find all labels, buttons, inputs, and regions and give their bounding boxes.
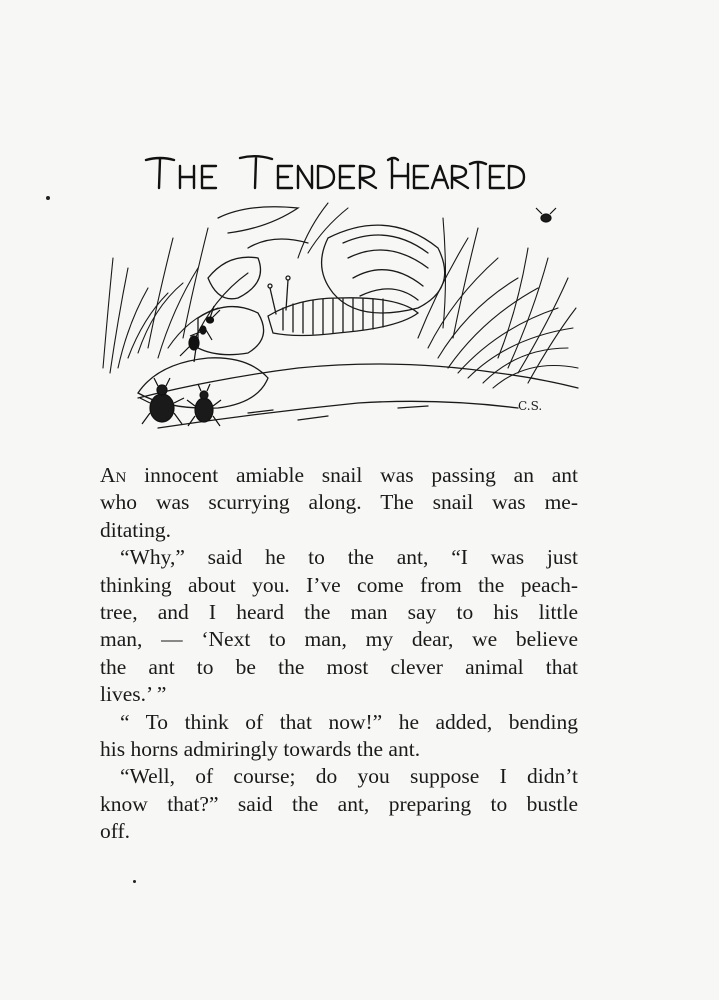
- ink-speck: [46, 196, 50, 200]
- snail-ant-illustration: [98, 198, 580, 443]
- illustration-drawing: [98, 198, 580, 443]
- text-line: [100, 462, 578, 489]
- page-title: [140, 150, 550, 192]
- text-line: “Well, of course; do you suppose I didn’t: [120, 764, 578, 789]
- page-title-text: [140, 150, 550, 192]
- text-line: off.: [100, 819, 131, 844]
- story-text: [100, 462, 578, 845]
- text-line: lives.’ ”: [100, 682, 167, 707]
- text-line: his horns admiringly towards the ant.: [100, 736, 421, 761]
- text-line: “ To think of that now!” he added, bending: [120, 709, 578, 734]
- text-line: know that?” said the ant, preparing to bustle: [100, 791, 578, 816]
- text-line-content: innocent amiable snail was passing an ant: [126, 463, 578, 487]
- ink-speck: [133, 880, 136, 883]
- text-line: who was scurrying along. The snail was me-: [100, 490, 578, 515]
- illustration-signature: C.S.: [518, 399, 543, 413]
- text-line: tree, and I heard the man say to his little: [100, 599, 578, 624]
- drop-lead: An: [100, 463, 127, 487]
- text-line: “Why,” said he to the ant, “I was just: [120, 545, 578, 570]
- text-line: thinking about you. I’ve come from the peach-: [100, 572, 578, 597]
- text-line: man, — ‘Next to man, my dear, we believe: [100, 627, 578, 652]
- text-line: ditating.: [100, 517, 172, 542]
- text-line: the ant to be the most clever animal that: [100, 654, 578, 679]
